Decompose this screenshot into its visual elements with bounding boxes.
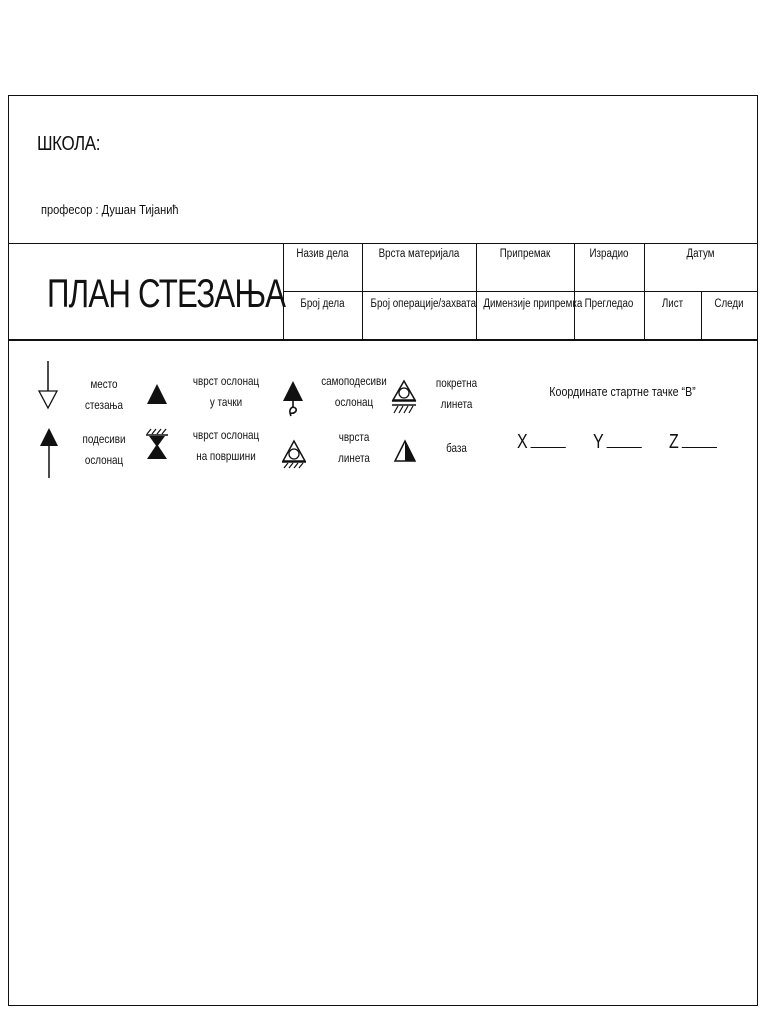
legend-label: покретна (435, 376, 478, 390)
cell-blank-dimensions: Димензије припремка (483, 298, 583, 310)
legend-label: база (446, 441, 467, 455)
cell-checked-by: Прегледао (584, 298, 634, 310)
y-coordinate (593, 431, 642, 454)
base-icon (393, 439, 417, 463)
school-label: ШКОЛА: (37, 133, 100, 155)
legend-label: самоподесиви (321, 374, 387, 388)
cell-material: Врста материјала (378, 248, 460, 260)
grid-line (283, 291, 757, 292)
legend-label: чврста (338, 430, 370, 444)
moving-steady-rest-icon (391, 379, 417, 415)
form-frame (8, 95, 758, 1006)
legend-label: чврст ослонац (192, 428, 260, 442)
cell-part-number: Број дела (300, 298, 345, 310)
fixed-point-support-icon (145, 383, 169, 405)
z-blank (682, 433, 717, 448)
coords-title: Координате стартне тачке “B” (549, 384, 696, 399)
professor-name: професор : Душан Тијанић (41, 202, 179, 217)
cell-date: Датум (686, 248, 715, 260)
cell-operation-number: Број операције/захвата (370, 298, 477, 310)
legend-label: стезања (84, 398, 124, 412)
symbol-legend (9, 341, 757, 501)
x-coordinate (517, 431, 566, 454)
legend-label: чврст ослонац (192, 374, 260, 388)
legend-label: подесиви (82, 432, 126, 446)
clamp-point-icon (35, 361, 61, 411)
legend-label: у тачки (209, 395, 243, 409)
page-title: ПЛАН СТЕЗАЊА (47, 272, 286, 316)
cell-blank: Припремак (499, 248, 551, 260)
adjustable-support-icon (37, 426, 61, 478)
legend-label: ослонац (334, 395, 374, 409)
grid-line (701, 291, 702, 340)
legend-label: линета (338, 451, 370, 465)
fixed-steady-rest-icon (281, 439, 307, 469)
grid-line (362, 244, 363, 340)
cell-next: Следи (714, 298, 744, 310)
z-label: Z (669, 431, 679, 453)
cell-part-name: Назив дела (296, 248, 349, 260)
cell-sheet: Лист (661, 298, 684, 310)
legend-label: линета (440, 397, 473, 411)
y-label: Y (593, 431, 604, 453)
grid-line (644, 244, 645, 340)
fixed-surface-support-icon (144, 428, 170, 460)
title-block (9, 243, 757, 341)
grid-line (574, 244, 575, 340)
legend-label: на површини (196, 449, 256, 463)
x-blank (531, 433, 566, 448)
x-label: X (517, 431, 528, 453)
grid-line (283, 244, 284, 340)
y-blank (607, 433, 642, 448)
grid-line (476, 244, 477, 340)
z-coordinate (669, 431, 717, 454)
legend-label: ослонац (84, 453, 124, 467)
legend-label: место (90, 377, 118, 391)
cell-made-by: Израдио (589, 248, 629, 260)
self-adjusting-support-icon (281, 379, 305, 419)
